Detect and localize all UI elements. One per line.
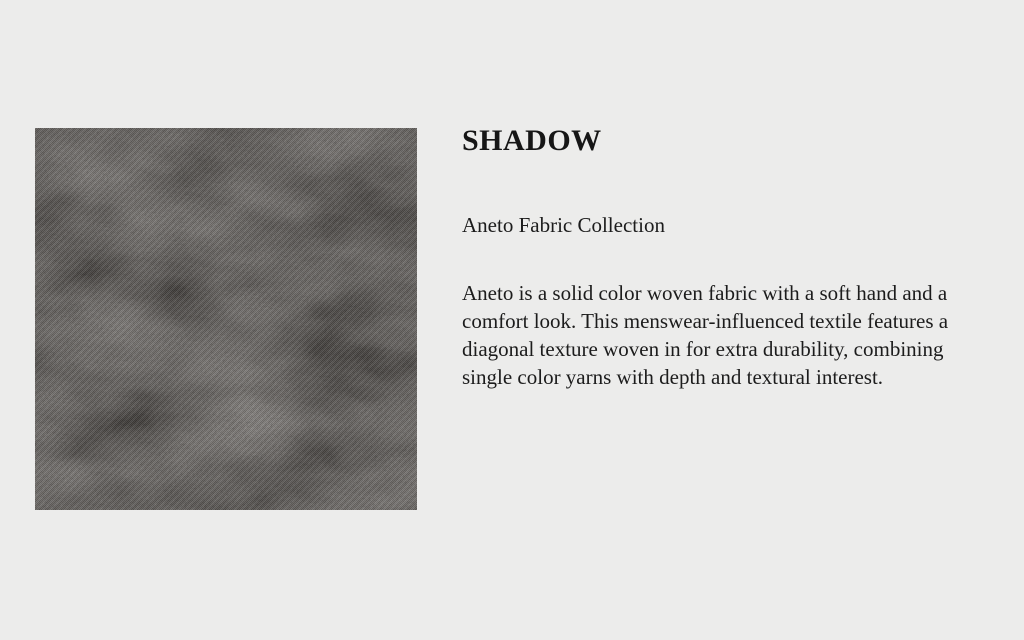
product-description: Aneto is a solid color woven fabric with a soft hand and a comfort look. This menswear-influenced textile features a diagonal texture woven in for extra durability, combining single color yarns with depth and textural interest. xyxy=(462,281,949,389)
fabric-grain-texture xyxy=(35,128,417,510)
fabric-mottle-texture xyxy=(35,128,417,510)
product-info-panel xyxy=(462,124,997,391)
page-title: SHADOW xyxy=(462,124,602,157)
collection-name: Aneto Fabric Collection xyxy=(462,213,665,237)
fabric-swatch-image xyxy=(35,128,417,510)
